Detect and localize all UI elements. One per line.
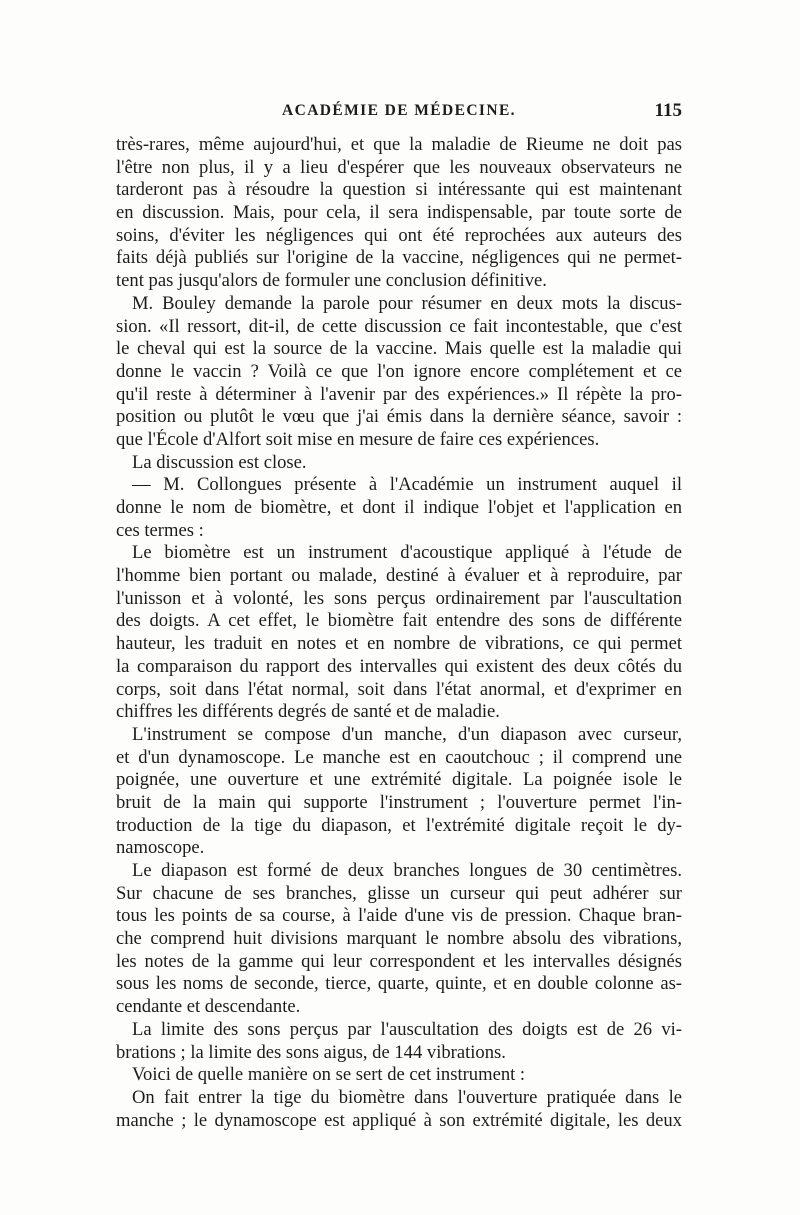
- text-line: Le diapason est formé de deux branches longues de 30 centimètres.: [132, 860, 682, 881]
- text-line: La discussion est close.: [132, 451, 307, 473]
- text-line: la comparaison du rapport des intervalles qui existent des deux côtés du: [116, 655, 682, 677]
- text-line: soins, d'éviter les négligences qui ont été reprochées aux auteurs des: [116, 224, 682, 246]
- text-line: namoscope.: [116, 837, 205, 859]
- text-line: des doigts. A cet effet, le biomètre fait entendre des sons de différente: [116, 610, 682, 632]
- text-line: donne le vaccin ? Voilà ce que l'on ignore encore complétement et ce: [116, 360, 682, 382]
- text-line: ces termes :: [116, 519, 204, 541]
- text-line: tous les points de sa course, à l'aide d'une vis de pression. Chaque bran-: [116, 905, 682, 927]
- text-line: — M. Collongues présente à l'Académie un instrument auquel il: [132, 474, 682, 496]
- text-line: On fait entrer la tige du biomètre dans l'ouverture pratiquée dans le: [132, 1086, 682, 1108]
- text-line: en discussion. Mais, pour cela, il sera indispensable, par toute sorte de: [116, 202, 682, 224]
- text-line: position ou plutôt le vœu que j'ai émis dans la dernière séance, savoir :: [116, 406, 682, 428]
- text-line: Le biomètre est un instrument d'acoustique appliqué à l'étude de: [132, 542, 682, 564]
- text-line: très-rares, même aujourd'hui, et que la maladie de Rieume ne doit pas: [116, 134, 682, 155]
- text-line: cendante et descendante.: [116, 996, 301, 1018]
- text-line: hauteur, les traduit en notes et en nombre de vibrations, ce qui permet: [116, 633, 682, 655]
- text-line: l'homme bien portant ou malade, destiné à évaluer et à reproduire, par: [116, 565, 682, 587]
- text-line: tent pas jusqu'alors de formuler une conclusion définitive.: [116, 270, 547, 292]
- body-text: [116, 134, 682, 1134]
- page-header: [116, 100, 682, 128]
- text-line: La limite des sons perçus par l'auscultation des doigts est de 26 vi-: [132, 1018, 682, 1040]
- text-line: faits déjà publiés sur l'origine de la vaccine, négligences qui ne permet-: [116, 247, 682, 269]
- text-line: poignée, une ouverture et une extrémité digitale. La poignée isole le: [116, 769, 682, 791]
- text-line: tarderont pas à résoudre la question si intéressante qui est maintenant: [116, 179, 682, 201]
- text-line: et d'un dynamoscope. Le manche est en caoutchouc ; il comprend une: [116, 746, 682, 768]
- text-line: l'unisson et à volonté, les sons perçus ordinairement par l'auscultation: [116, 587, 682, 609]
- text-line: che comprend huit divisions marquant le nombre absolu des vibrations,: [116, 928, 682, 950]
- text-line: que l'École d'Alfort soit mise en mesure de faire ces expériences.: [116, 428, 600, 450]
- text-line: sous les noms de seconde, tierce, quarte, quinte, et en double colonne as-: [116, 973, 682, 995]
- text-line: le cheval qui est la source de la vaccine. Mais quelle est la maladie qui: [116, 338, 682, 360]
- text-line: donne le nom de biomètre, et dont il indique l'objet et l'application en: [116, 497, 682, 518]
- running-title: ACADÉMIE DE MÉDECINE.: [282, 102, 516, 119]
- page-number: 115: [654, 100, 682, 121]
- text-line: M. Bouley demande la parole pour résumer en deux mots la discus-: [132, 292, 682, 314]
- text-line: bruit de la main qui supporte l'instrument ; l'ouverture permet l'in-: [116, 791, 682, 813]
- text-line: chiffres les différents degrés de santé et de maladie.: [116, 701, 500, 723]
- text-line: Voici de quelle manière on se sert de cet instrument :: [132, 1064, 526, 1086]
- text-line: sion. «Il ressort, dit-il, de cette discussion ce fait incontestable, que c'est: [116, 315, 682, 337]
- text-line: les notes de la gamme qui leur correspondent et les intervalles désignés: [116, 950, 682, 972]
- text-line: manche ; le dynamoscope est appliqué à son extrémité digitale, les deux: [116, 1109, 682, 1131]
- text-line: corps, soit dans l'état normal, soit dans l'état anormal, et d'exprimer en: [116, 678, 682, 700]
- text-line: l'être non plus, il y a lieu d'espérer que les nouveaux observateurs ne: [116, 156, 682, 178]
- text-line: Sur chacune de ses branches, glisse un curseur qui peut adhérer sur: [116, 882, 682, 904]
- text-line: L'instrument se compose d'un manche, d'un diapason avec curseur,: [132, 723, 682, 745]
- text-line: brations ; la limite des sons aigus, de 144 vibrations.: [116, 1041, 506, 1063]
- text-line: qu'il reste à déterminer à l'avenir par des expériences.» Il répète la pro-: [116, 383, 682, 405]
- text-line: troduction de la tige du diapason, et l'extrémité digitale reçoit le dy-: [116, 814, 682, 836]
